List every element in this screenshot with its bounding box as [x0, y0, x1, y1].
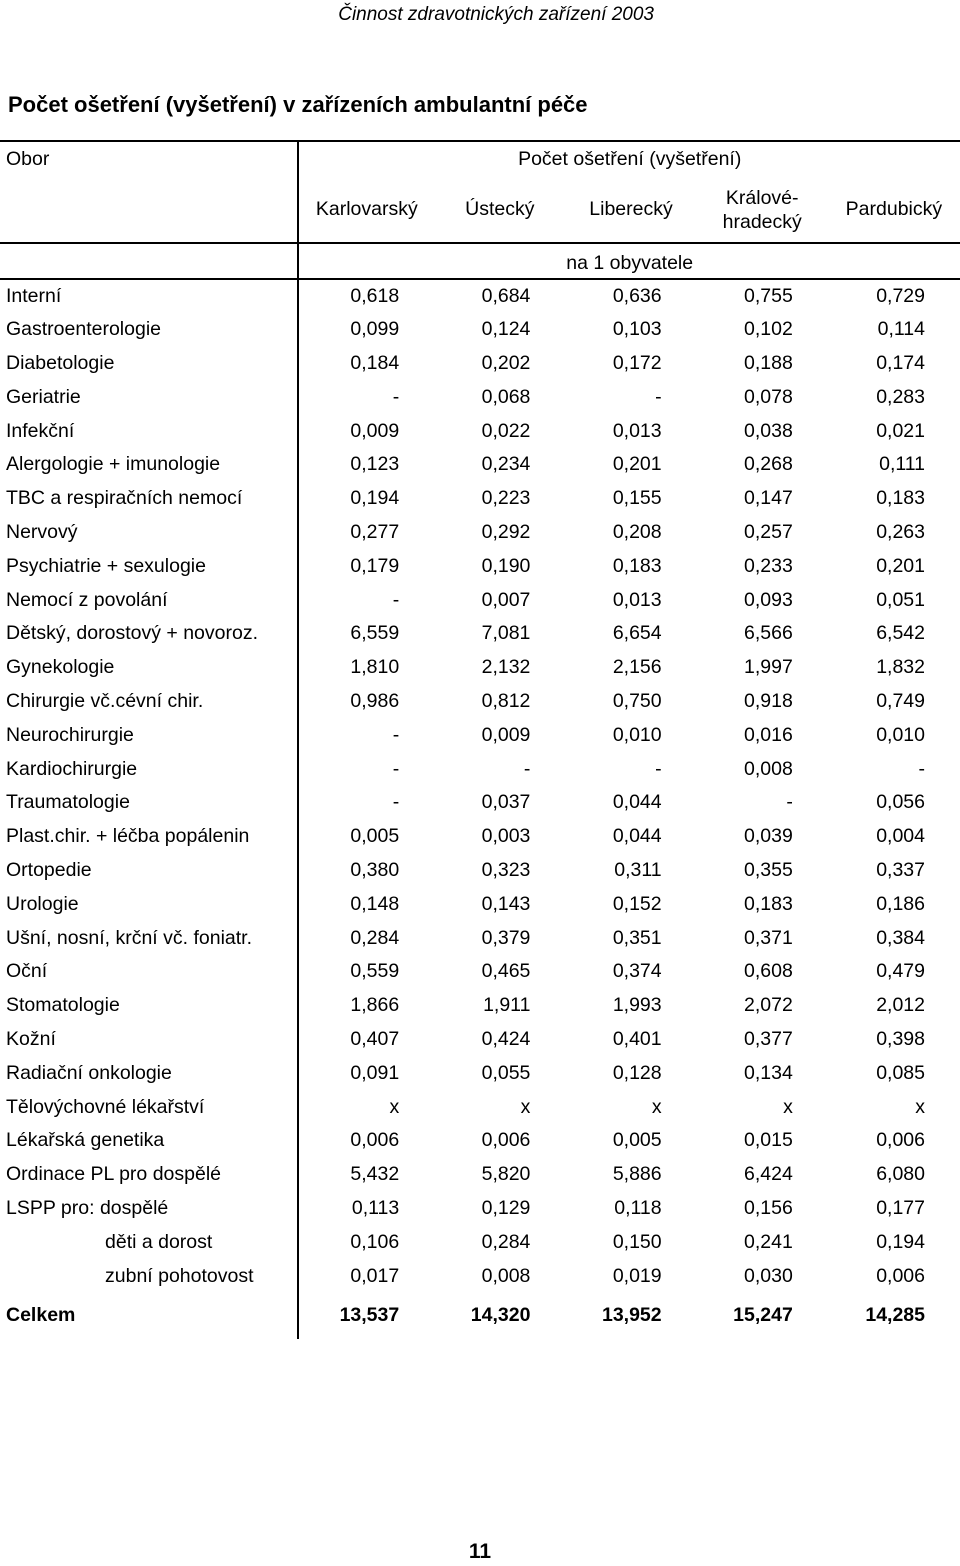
cell-value: 0,201: [876, 554, 925, 577]
cell-value: 0,684: [481, 284, 531, 307]
row-label: Neurochirurgie: [6, 723, 134, 746]
cell-value: -: [655, 385, 662, 408]
cell-value: 6,424: [744, 1163, 793, 1186]
cell-value: 0,636: [612, 284, 662, 307]
table-row: [0, 583, 960, 617]
cell-value: 0,479: [876, 960, 925, 983]
cell-value: 0,559: [298, 955, 434, 989]
cell-value: 0,056: [876, 791, 925, 814]
table-row: [0, 617, 960, 651]
cell-value: 0,111: [879, 453, 925, 476]
row-label: Tělovýchovné lékařství: [6, 1095, 205, 1118]
row-label: Gastroenterologie: [6, 318, 162, 341]
cell-value: 0,407: [298, 1023, 434, 1057]
cell-value: 0,078: [744, 385, 793, 408]
cell-value: 0,005: [298, 820, 434, 854]
cell-value: 0,177: [876, 1196, 925, 1219]
cell-value: x: [651, 1095, 662, 1118]
cell-value: 0,194: [298, 482, 434, 516]
cell-value: -: [298, 380, 434, 414]
cell-value: 0,155: [612, 487, 662, 510]
cell-value: 0,194: [876, 1230, 925, 1253]
cell-value: 0,183: [876, 487, 925, 510]
page-title: Počet ošetření (vyšetření) v zařízeních ambulantní péče: [8, 92, 588, 117]
cell-value: 5,432: [298, 1158, 434, 1192]
cell-value: 0,008: [744, 757, 793, 780]
cell-value: 0,013: [612, 419, 662, 442]
cell-value: 0,009: [481, 723, 531, 746]
table-row: [0, 651, 960, 685]
cell-value: 0,128: [612, 1061, 662, 1084]
cell-value: -: [298, 583, 434, 617]
data-table: [0, 140, 960, 1339]
row-label: Kožní: [6, 1027, 56, 1050]
row-label: Diabetologie: [6, 351, 115, 374]
cell-value: 0,010: [612, 723, 662, 746]
cell-value: 0,263: [876, 520, 925, 543]
cell-value: 0,006: [481, 1129, 531, 1152]
cell-value: 0,156: [744, 1196, 793, 1219]
table-row: [0, 347, 960, 381]
cell-value: 0,004: [876, 825, 925, 848]
cell-value: 0,124: [481, 318, 531, 341]
table-row: [0, 313, 960, 347]
cell-value: 0,323: [481, 858, 531, 881]
table-row: [0, 1056, 960, 1090]
cell-value: 0,371: [744, 926, 793, 949]
cell-value: 0,006: [876, 1264, 925, 1287]
row-label: Chirurgie vč.cévní chir.: [6, 689, 204, 712]
row-label: Kardiochirurgie: [6, 757, 138, 780]
table-row: [0, 1192, 960, 1226]
cell-value: 0,113: [298, 1192, 434, 1226]
cell-value: 0,148: [298, 887, 434, 921]
cell-value: 0,003: [481, 825, 531, 848]
col-header: Liberecký: [565, 177, 696, 243]
table-row: [0, 752, 960, 786]
cell-value: 0,021: [876, 419, 925, 442]
row-label: Plast.chir. + léčba popálenin: [6, 825, 250, 848]
cell-value: 6,654: [612, 622, 662, 645]
cell-value: -: [918, 757, 925, 780]
table-row: [0, 482, 960, 516]
cell-value: 0,186: [876, 892, 925, 915]
table-row: [0, 380, 960, 414]
cell-value: 0,223: [481, 487, 531, 510]
cell-value: 0,006: [876, 1129, 925, 1152]
table-row: [0, 786, 960, 820]
cell-value: 0,401: [612, 1027, 662, 1050]
cell-value: -: [655, 757, 662, 780]
cell-value: -: [298, 752, 434, 786]
table-row: [0, 1225, 960, 1259]
cell-value: 0,055: [481, 1061, 531, 1084]
cell-value: 6,559: [298, 617, 434, 651]
cell-value: x: [915, 1095, 925, 1118]
cell-value: 7,081: [481, 622, 531, 645]
table-row: [0, 1124, 960, 1158]
table-row: [0, 516, 960, 550]
cell-value: 0,749: [876, 689, 925, 712]
cell-value: 0,152: [612, 892, 662, 915]
cell-value: 0,103: [612, 318, 662, 341]
cell-value: 0,129: [481, 1196, 531, 1219]
cell-value: 0,284: [481, 1230, 531, 1253]
cell-value: 1,866: [298, 989, 434, 1023]
row-label: Alergologie + imunologie: [6, 453, 221, 476]
cell-value: 14,320: [470, 1304, 531, 1327]
table-row: [0, 448, 960, 482]
cell-value: 0,283: [876, 385, 925, 408]
cell-value: 0,337: [876, 858, 925, 881]
cell-value: 0,351: [612, 926, 662, 949]
cell-value: 0,114: [877, 318, 925, 341]
table-row: [0, 1023, 960, 1057]
row-label: Geriatrie: [6, 385, 81, 408]
cell-value: 0,039: [744, 825, 793, 848]
cell-value: 0,150: [612, 1230, 662, 1253]
row-label: Gynekologie: [6, 656, 115, 679]
col-header: Karlovarský: [298, 177, 434, 243]
row-label: Nemocí z povolání: [6, 588, 168, 611]
cell-value: 0,106: [298, 1225, 434, 1259]
col-header: Ústecký: [434, 177, 565, 243]
cell-value: 1,911: [483, 994, 531, 1017]
table-row: [0, 1090, 960, 1124]
table-row: [0, 989, 960, 1023]
cell-value: 2,132: [481, 656, 531, 679]
cell-value: 0,030: [744, 1264, 793, 1287]
cell-value: 0,398: [876, 1027, 925, 1050]
table-row: [0, 1158, 960, 1192]
cell-value: 0,017: [298, 1259, 434, 1293]
table-row: [0, 887, 960, 921]
cell-value: 0,038: [744, 419, 793, 442]
total-row: [0, 1293, 960, 1339]
cell-value: 0,241: [744, 1230, 793, 1253]
row-label: Stomatologie: [6, 994, 120, 1017]
cell-value: x: [783, 1095, 793, 1118]
cell-value: 1,993: [612, 994, 662, 1017]
cell-value: 0,311: [614, 858, 662, 881]
cell-value: 0,044: [612, 825, 662, 848]
cell-value: 0,284: [298, 921, 434, 955]
row-label: zubní pohotovost: [105, 1264, 254, 1287]
row-label: Oční: [6, 960, 48, 983]
cell-value: 0,750: [612, 689, 662, 712]
cell-value: 0,174: [876, 351, 925, 374]
cell-value: 14,285: [865, 1304, 925, 1327]
cell-value: 0,618: [298, 279, 434, 313]
col-header: Králové- hradecký: [697, 177, 828, 243]
cell-value: 0,812: [481, 689, 531, 712]
cell-value: -: [298, 718, 434, 752]
row-label: Ušní, nosní, krční vč. foniatr.: [6, 926, 253, 949]
row-label: Celkem: [6, 1304, 76, 1327]
cell-value: 2,012: [876, 994, 925, 1017]
row-label: Urologie: [6, 892, 79, 915]
row-label: Radiační onkologie: [6, 1061, 172, 1084]
row-label: TBC a respiračních nemocí: [6, 487, 243, 510]
cell-value: 0,006: [298, 1124, 434, 1158]
cell-value: 0,268: [744, 453, 793, 476]
cell-value: 0,183: [612, 554, 662, 577]
cell-value: 0,184: [298, 347, 434, 381]
cell-value: 0,986: [298, 685, 434, 719]
cell-value: 0,729: [876, 284, 925, 307]
cell-value: 15,247: [733, 1304, 793, 1327]
cell-value: 0,379: [481, 926, 531, 949]
cell-value: 0,044: [612, 791, 662, 814]
table-row: [0, 1259, 960, 1293]
cell-value: 0,134: [744, 1061, 793, 1084]
table-row: [0, 854, 960, 888]
cell-value: 0,009: [298, 414, 434, 448]
cell-value: 0,005: [612, 1129, 662, 1152]
cell-value: 0,380: [298, 854, 434, 888]
table-row: [0, 685, 960, 719]
table-row: [0, 820, 960, 854]
cell-value: x: [298, 1090, 434, 1124]
cell-value: 1,997: [744, 656, 793, 679]
cell-value: 0,143: [481, 892, 531, 915]
cell-value: 2,156: [612, 656, 662, 679]
cell-value: 0,234: [481, 453, 531, 476]
table-row: [0, 414, 960, 448]
cell-value: 0,355: [744, 858, 793, 881]
cell-value: 0,007: [481, 588, 531, 611]
cell-value: 0,010: [876, 723, 925, 746]
col-header: Pardubický: [828, 177, 960, 243]
row-label: Infekční: [6, 419, 75, 442]
cell-value: 0,085: [876, 1061, 925, 1084]
cell-value: 0,465: [481, 960, 531, 983]
cell-value: 0,102: [744, 318, 793, 341]
cell-value: 13,952: [601, 1304, 662, 1327]
cell-value: 0,099: [298, 313, 434, 347]
cell-value: 5,820: [481, 1163, 531, 1186]
cell-value: 6,080: [876, 1163, 925, 1186]
cell-value: 0,068: [481, 385, 531, 408]
row-label: Interní: [6, 284, 62, 307]
cell-value: 0,384: [876, 926, 925, 949]
cell-value: 0,292: [481, 520, 531, 543]
cell-value: 0,037: [481, 791, 531, 814]
cell-value: -: [298, 786, 434, 820]
cell-value: 0,183: [744, 892, 793, 915]
cell-value: 0,123: [298, 448, 434, 482]
cell-value: 6,542: [876, 622, 925, 645]
corner-label: Obor: [0, 141, 298, 243]
cell-value: 0,179: [298, 549, 434, 583]
row-label: Ortopedie: [6, 858, 92, 881]
cell-value: 0,013: [612, 588, 662, 611]
cell-value: 0,093: [744, 588, 793, 611]
cell-value: 0,424: [481, 1027, 531, 1050]
cell-value: 5,886: [612, 1163, 662, 1186]
row-label: děti a dorost: [105, 1230, 213, 1253]
cell-value: 0,374: [612, 960, 662, 983]
unit-label: na 1 obyvatele: [298, 243, 960, 279]
cell-value: 1,832: [876, 656, 925, 679]
group-label: Počet ošetření (vyšetření): [298, 141, 960, 177]
cell-value: 13,537: [298, 1293, 434, 1339]
cell-value: 0,188: [744, 351, 793, 374]
cell-value: 0,022: [481, 419, 531, 442]
row-label: LSPP pro: dospělé: [6, 1196, 169, 1219]
cell-value: 0,608: [744, 960, 793, 983]
row-label: Lékařská genetika: [6, 1129, 165, 1152]
cell-value: 0,091: [298, 1056, 434, 1090]
cell-value: 0,172: [612, 351, 662, 374]
cell-value: 6,566: [744, 622, 793, 645]
page-number: 11: [468, 1540, 492, 1563]
cell-value: 0,016: [744, 723, 793, 746]
cell-value: 0,051: [876, 588, 925, 611]
cell-value: 0,277: [298, 516, 434, 550]
cell-value: 0,015: [744, 1129, 793, 1152]
cell-value: 0,208: [612, 520, 662, 543]
cell-value: 0,118: [614, 1196, 662, 1219]
cell-value: x: [520, 1095, 531, 1118]
cell-value: 0,201: [612, 453, 662, 476]
cell-value: 0,233: [744, 554, 793, 577]
cell-value: 0,147: [744, 487, 793, 510]
cell-value: 1,810: [298, 651, 434, 685]
cell-value: 0,377: [744, 1027, 793, 1050]
row-label: Ordinace PL pro dospělé: [6, 1163, 221, 1186]
cell-value: 2,072: [744, 994, 793, 1017]
table-row: [0, 955, 960, 989]
cell-value: 0,019: [612, 1264, 662, 1287]
row-label: Psychiatrie + sexulogie: [6, 554, 206, 577]
cell-value: 0,202: [481, 351, 531, 374]
row-label: Dětský, dorostový + novoroz.: [6, 622, 258, 645]
cell-value: 0,755: [744, 284, 793, 307]
table-row: [0, 921, 960, 955]
table-row: [0, 279, 960, 313]
row-label: Nervový: [6, 520, 78, 543]
row-label: Traumatologie: [6, 791, 130, 814]
table-row: [0, 718, 960, 752]
table-row: [0, 549, 960, 583]
cell-value: 0,190: [481, 554, 531, 577]
cell-value: 0,008: [481, 1264, 531, 1287]
cell-value: -: [523, 757, 531, 780]
cell-value: 0,257: [744, 520, 793, 543]
cell-value: -: [786, 791, 793, 814]
cell-value: 0,918: [744, 689, 793, 712]
